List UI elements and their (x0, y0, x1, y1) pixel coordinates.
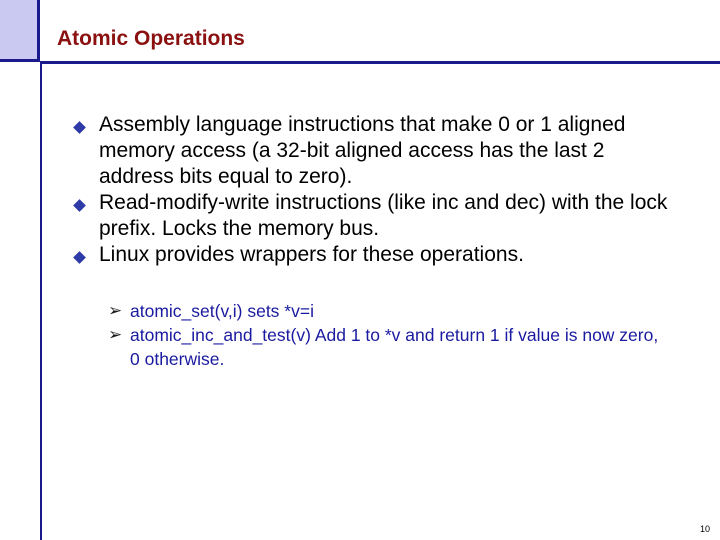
page-number: 10 (699, 524, 710, 534)
diamond-bullet-icon (73, 199, 86, 212)
bullet-list (72, 112, 672, 268)
sub-bullet-item (108, 323, 668, 371)
bullet-item (72, 242, 672, 268)
bullet-item (72, 190, 672, 242)
corner-decoration (0, 0, 40, 62)
slide-title: Atomic Operations (57, 27, 245, 50)
diamond-bullet-icon (73, 251, 86, 264)
title-rule (40, 61, 720, 64)
bullet-text: Assembly language instructions that make 0 or 1 aligned memory access (a 32-bit aligned access has the last 2 address bits equal to zero). (99, 113, 626, 188)
arrow-bullet-icon: ➢ (108, 325, 123, 345)
bullet-text: Read-modify-write instructions (like inc and dec) with the lock prefix. Locks the memory bus. (99, 191, 668, 240)
sub-bullet-text: atomic_inc_and_test(v) Add 1 to *v and return 1 if value is now zero, 0 otherwise. (130, 325, 659, 369)
left-rule (40, 64, 42, 540)
sub-bullet-text: atomic_set(v,i) sets *v=i (130, 301, 314, 321)
sub-bullet-list (108, 299, 668, 371)
diamond-bullet-icon (73, 121, 86, 134)
bullet-item (72, 112, 672, 190)
arrow-bullet-icon: ➢ (108, 301, 123, 321)
bullet-text: Linux provides wrappers for these operations. (99, 243, 524, 266)
sub-bullet-item (108, 299, 668, 323)
